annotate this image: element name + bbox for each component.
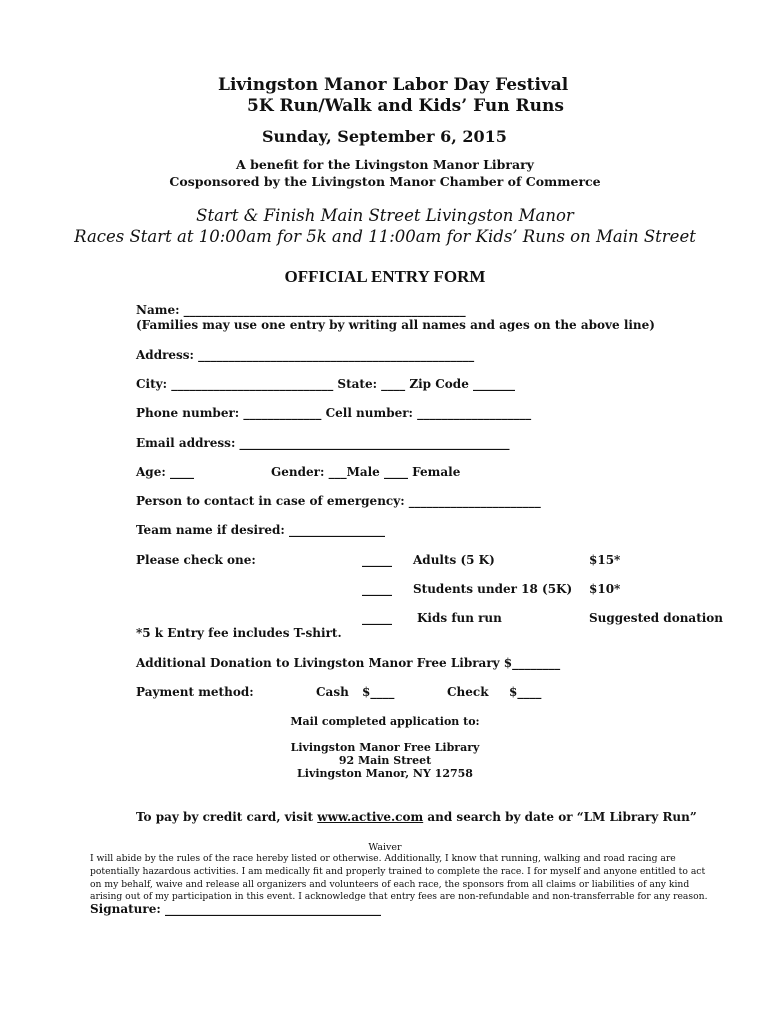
- cash-label: Cash: [316, 685, 349, 699]
- option-checkbox-kids[interactable]: _____: [362, 611, 392, 625]
- active-com-link[interactable]: www.active.com: [317, 810, 424, 824]
- mail-address-line2: 92 Main Street: [338, 754, 432, 767]
- mail-address-line1: Livingston Manor Free Library: [290, 741, 480, 754]
- payment-method-label: Payment method:: [136, 685, 254, 699]
- credit-prefix: To pay by credit card, visit: [136, 810, 318, 824]
- signature-field[interactable]: Signature: ____________________________________: [90, 902, 381, 916]
- check-label: Check: [447, 685, 489, 699]
- waiver-text-line1: I will abide by the rules of the race hereby listed or otherwise. Additionally, I know that running, walking and road racing are: [90, 853, 676, 864]
- credit-card-line: [136, 810, 697, 824]
- city-state-zip-field[interactable]: City: ___________________________ State: ____ Zip Code _______: [136, 377, 516, 391]
- option-label-kids: Kids fun run: [417, 611, 502, 625]
- address-field[interactable]: Address: ______________________________________________: [136, 348, 475, 362]
- option-checkbox-students[interactable]: _____: [362, 582, 392, 596]
- benefit-line: A benefit for the Livingston Manor Library: [236, 157, 534, 172]
- race-times-line: Races Start at 10:00am for 5k and 11:00am for Kids’ Runs on Main Street: [74, 227, 696, 246]
- cash-amount-field[interactable]: $____: [362, 685, 395, 699]
- option-price-adults: $15*: [589, 553, 621, 567]
- cosponsor-line: Cosponsored by the Livingston Manor Chamber of Commerce: [169, 174, 601, 189]
- option-label-adults: Adults (5 K): [413, 553, 495, 567]
- families-note: (Families may use one entry by writing all names and ages on the above line): [136, 318, 655, 332]
- waiver-text-line4: arising out of my participation in this event. I acknowledge that entry fees are non-refundable and non-transferrable for any reason.: [90, 891, 708, 902]
- emergency-contact-field[interactable]: Person to contact in case of emergency: ______________________: [136, 494, 541, 508]
- donation-field[interactable]: Additional Donation to Livingston Manor Free Library $________: [136, 656, 561, 670]
- waiver-text-line3: on my behalf, waive and release all organizers and volunteers of each race, the sponsors from all claims or liabilities of any kind: [90, 879, 690, 890]
- team-name-field[interactable]: Team name if desired: ________________: [136, 523, 386, 537]
- race-subtitle: 5K Run/Walk and Kids’ Fun Runs: [247, 96, 564, 116]
- waiver-text-line2: potentially hazardous activities. I am medically fit and properly trained to complete the race. I for myself and anyone entitled to act: [90, 866, 706, 877]
- mail-address-line3: Livingston Manor, NY 12758: [297, 767, 473, 780]
- mail-heading: Mail completed application to:: [290, 715, 480, 728]
- form-title: OFFICIAL ENTRY FORM: [284, 267, 486, 286]
- waiver-heading: Waiver: [368, 842, 402, 853]
- name-field[interactable]: Name: _______________________________________________: [136, 303, 466, 317]
- phone-field[interactable]: Phone number: _____________ Cell number: ___________________: [136, 406, 532, 420]
- check-amount-field[interactable]: $____: [509, 685, 542, 699]
- tshirt-note: *5 k Entry fee includes T-shirt.: [136, 626, 342, 640]
- option-checkbox-adults[interactable]: _____: [362, 553, 392, 567]
- age-field[interactable]: Age: ____: [136, 465, 194, 479]
- gender-field[interactable]: Gender: ___Male ____ Female: [271, 465, 461, 479]
- email-field[interactable]: Email address: _____________________________________________: [136, 436, 510, 450]
- option-price-students: $10*: [589, 582, 621, 596]
- start-finish-line: Start & Finish Main Street Livingston Manor: [196, 206, 574, 225]
- festival-title: Livingston Manor Labor Day Festival: [218, 75, 569, 95]
- option-label-students: Students under 18 (5K): [413, 582, 573, 596]
- event-date: Sunday, September 6, 2015: [262, 127, 507, 146]
- credit-suffix: and search by date or “LM Library Run”: [423, 810, 697, 824]
- option-price-kids: Suggested donation: [589, 611, 724, 625]
- check-one-label: Please check one:: [136, 553, 256, 567]
